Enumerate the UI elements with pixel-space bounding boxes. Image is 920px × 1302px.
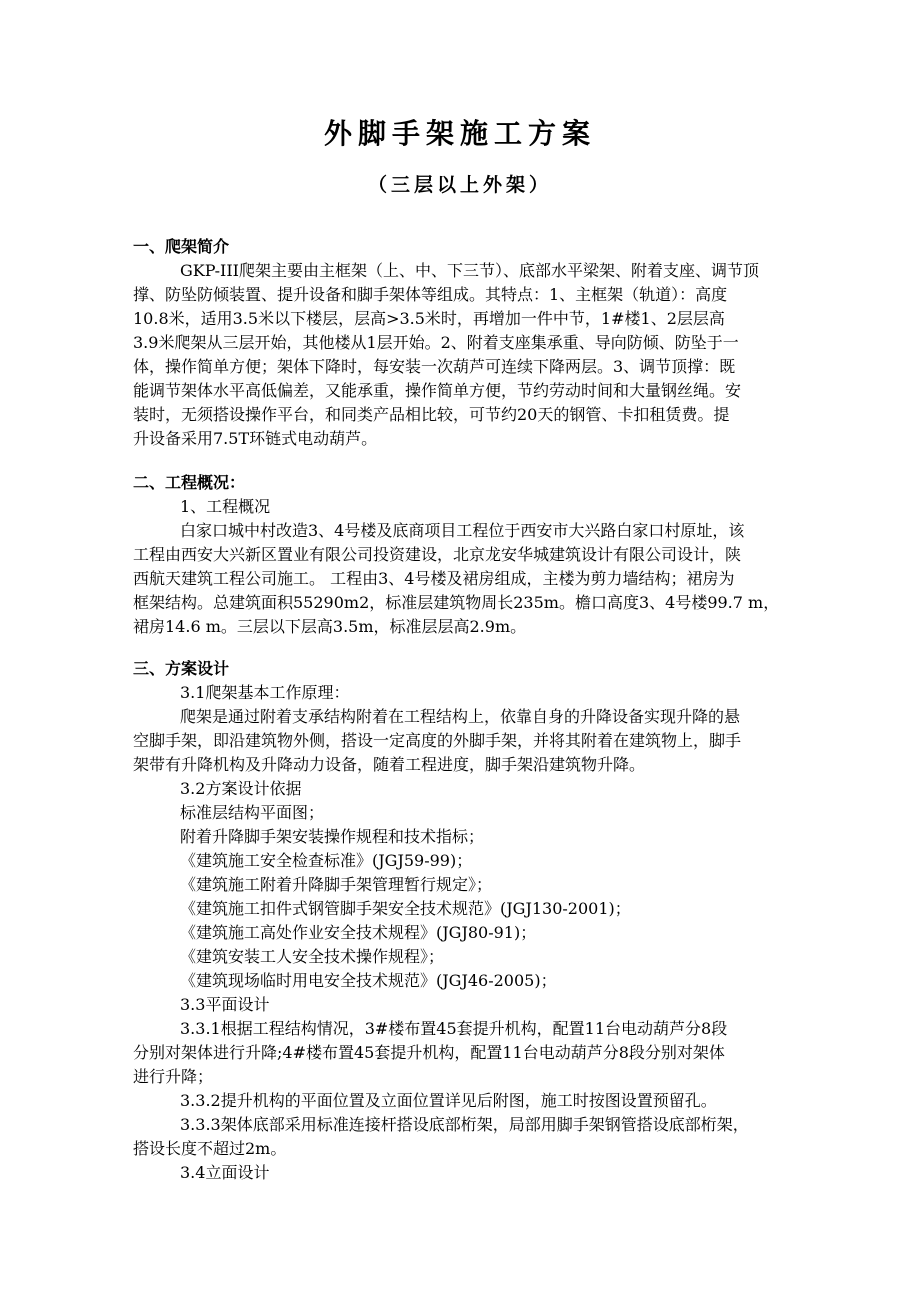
paragraph-line: 框架结构。总建筑面积55290m2，标准层建筑物周长235m。檐口高度3、4号楼99.7 m， [133,593,780,612]
subsection-title: 3.4立面设计 [180,1163,270,1182]
paragraph-line: 西航天建筑工程公司施工。 工程由3、4号楼及裙房组成，主楼为剪力墙结构；裙房为 [133,569,735,588]
reference-item: 《建筑施工安全检查标准》(JGJ59-99)； [180,851,473,870]
paragraph-line: 3.3.2提升机构的平面位置及立面位置详见后附图，施工时按图设置预留孔。 [180,1091,717,1110]
paragraph-line: 分别对架体进行升降;4#楼布置45套提升机构，配置11台电动葫芦分8段分别对架体 [133,1043,725,1062]
paragraph-line: 裙房14.6 m。三层以下层高3.5m，标准层层高2.9m。 [133,617,527,636]
paragraph-line: 能调节架体水平高低偏差，又能承重，操作简单方便，节约劳动时间和大量钢丝绳。安 [133,381,742,400]
reference-item: 《建筑现场临时用电安全技术规范》(JGJ46-2005)； [180,971,557,990]
paragraph-line: 搭设长度不超过2m。 [133,1139,287,1158]
paragraph-line: 爬架是通过附着支承结构附着在工程结构上，依靠自身的升降设备实现升降的悬 [180,707,741,726]
section-heading: 二、工程概况： [133,473,246,492]
paragraph-line: 工程由西安大兴新区置业有限公司投资建设，北京龙安华城建筑设计有限公司设计，陕 [133,545,742,564]
reference-item: 《建筑施工扣件式钢管脚手架安全技术规范》(JGJ130-2001)； [180,899,631,918]
paragraph-line: 体，操作简单方便；架体下降时，每安装一次葫芦可连续下降两层。3、调节顶撑：既 [133,357,736,376]
section-heading: 一、爬架简介 [133,237,230,256]
document-subtitle: （三层以上外架） [367,174,552,196]
subsection-title: 3.1爬架基本工作原理： [180,683,350,702]
paragraph-line: 3.3.3架体底部采用标准连接杆搭设底部桁架，局部用脚手架钢管搭设底部桁架， [180,1115,749,1134]
paragraph-line: 白家口城中村改造3、4号楼及底商项目工程位于西安市大兴路白家口村原址，该 [180,521,745,540]
reference-item: 《建筑安装工人安全技术操作规程》； [180,947,445,966]
paragraph-line: 架带有升降机构及升降动力设备，随着工程进度，脚手架沿建筑物升降。 [133,755,646,774]
subsection-title: 3.2方案设计依据 [180,779,302,798]
reference-item: 《建筑施工高处作业安全技术规程》(JGJ80-91)； [180,923,537,942]
subsection-title: 3.3平面设计 [180,995,270,1014]
document-body [133,235,833,1185]
document-title: 外脚手架施工方案 [323,117,596,150]
section-heading: 三、方案设计 [133,659,230,678]
reference-item: 《建筑施工附着升降脚手架管理暂行规定》； [180,875,493,894]
paragraph-line: 空脚手架，即沿建筑物外侧，搭设一定高度的外脚手架，并将其附着在建筑物上，脚手 [133,731,742,750]
paragraph-line: 撑、防坠防倾装置、提升设备和脚手架体等组成。其特点：1、主框架（轨道）：高度 [133,285,728,304]
paragraph-line: GKP-III爬架主要由主框架（上、中、下三节）、底部水平梁架、附着支座、调节顶 [180,261,759,280]
paragraph-line: 10.8米，适用3.5米以下楼层，层高>3.5米时，再增加一件中节，1#楼1、2层层高 [133,309,725,328]
reference-item: 附着升降脚手架安装操作规程和技术指标； [180,827,485,846]
paragraph-line: 升设备采用7.5T环链式电动葫芦。 [133,429,378,448]
paragraph-line: 进行升降； [133,1067,214,1086]
subsection-title: 1、工程概况 [180,497,271,516]
paragraph-line: 3.3.1根据工程结构情况，3#楼布置45套提升机构，配置11台电动葫芦分8段 [180,1019,728,1038]
reference-item: 标准层结构平面图； [180,803,325,822]
paragraph-line: 装时，无须搭设操作平台，和同类产品相比较，可节约20天的钢管、卡扣租赁费。提 [133,405,730,424]
paragraph-line: 3.9米爬架从三层开始，其他楼从1层开始。2、附着支座集承重、导向防倾、防坠于一 [133,333,739,352]
